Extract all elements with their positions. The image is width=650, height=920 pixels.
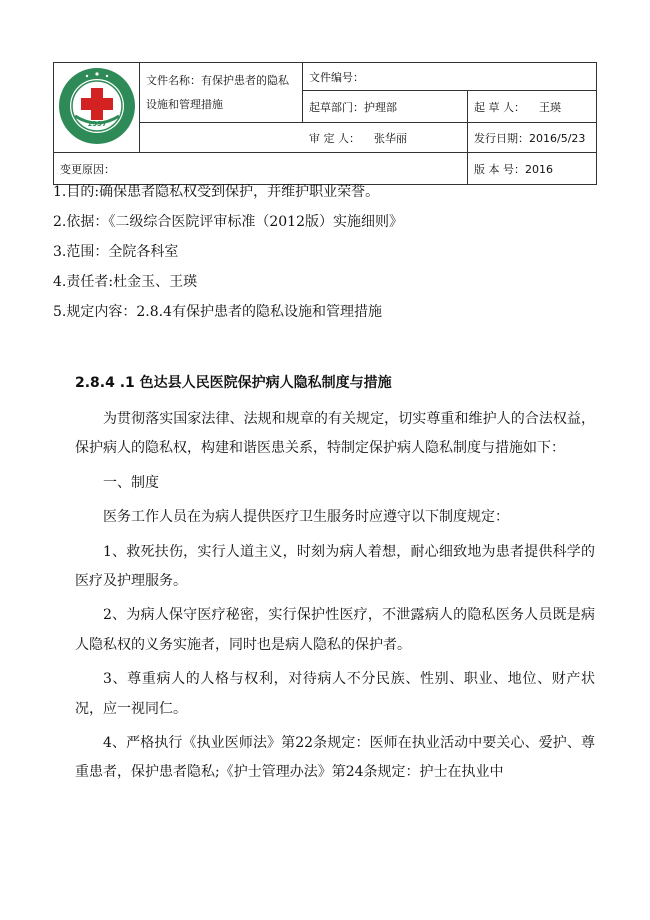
reviewer-value: 张华丽 — [374, 131, 407, 145]
version-label: 版 本 号： — [474, 162, 525, 176]
paragraph: 一、制度 — [103, 474, 159, 491]
paragraph: 为贯彻落实国家法律、法规和规章的有关规定，切实尊重和维护人的合法权益，保护病人的隐私权，构建和谐医患关系，特制定保护病人隐私制度与措施如下： — [75, 411, 595, 457]
paragraph: 2、为病人保守医疗秘密，实行保护性医疗，不泄露病人的隐私医务人员既是病人隐私权的义务实施者，同时也是病人隐私的保护者。 — [75, 607, 595, 653]
paragraph: 医务工作人员在为病人提供医疗卫生服务时应遵守以下制度规定： — [103, 509, 509, 526]
item-content: 5.规定内容：2.8.4有保护患者的隐私设施和管理措施 — [53, 304, 382, 320]
paragraph: 4、严格执行《执业医师法》第22条规定：医师在执业活动中要关心、爱护、尊重患者，保护患者隐私;《护士管理办法》第24条规定：护士在执业中 — [75, 735, 595, 781]
reviewer-label: 审 定 人： — [309, 131, 360, 145]
file-name-cell: 文件名称：有保护患者的隐私设施和管理措施 — [140, 63, 303, 123]
drafting-department-cell: 起草部门：护理部 — [303, 91, 468, 123]
drafter-cell — [468, 91, 597, 123]
hospital-seal-icon — [57, 66, 137, 146]
seal-year: 1997 — [86, 120, 107, 128]
reviewer-cell — [140, 123, 468, 153]
logo-cell — [54, 63, 140, 153]
item-basis: 2.依据：《二级综合医院评审标准（2012版）实施细则》 — [53, 214, 403, 230]
change-reason-cell: 变更原因： — [54, 153, 468, 185]
item-scope: 3.范围：全院各科室 — [53, 244, 179, 260]
document-body — [75, 405, 595, 793]
drafter-label: 起 草 人： — [474, 100, 525, 114]
issue-date-label: 发行日期： — [474, 131, 529, 145]
item-purpose: 1.目的:确保患者隐私权受到保护，并维护职业荣誉。 — [53, 184, 380, 200]
version-cell — [468, 153, 597, 185]
document-items — [53, 184, 613, 334]
drafter-value: 王瑛 — [539, 100, 561, 114]
issue-date-value: 2016/5/23 — [529, 131, 586, 145]
paragraph: 1、救死扶伤，实行人道主义，时刻为病人着想，耐心细致地为患者提供科学的医疗及护理服务。 — [75, 543, 595, 590]
file-number-cell: 文件编号： — [303, 63, 597, 91]
section-title: 2.8.4 .1 色达县人民医院保护病人隐私制度与措施 — [75, 375, 392, 391]
document-header-table — [53, 62, 597, 185]
version-value: 2016 — [525, 162, 553, 176]
item-responsible: 4.责任者:杜金玉、王瑛 — [53, 274, 198, 290]
issue-date-cell — [468, 123, 597, 153]
paragraph: 3、尊重病人的人格与权利，对待病人不分民族、性别、职业、地位、财产状况，应一视同仁。 — [75, 671, 595, 717]
